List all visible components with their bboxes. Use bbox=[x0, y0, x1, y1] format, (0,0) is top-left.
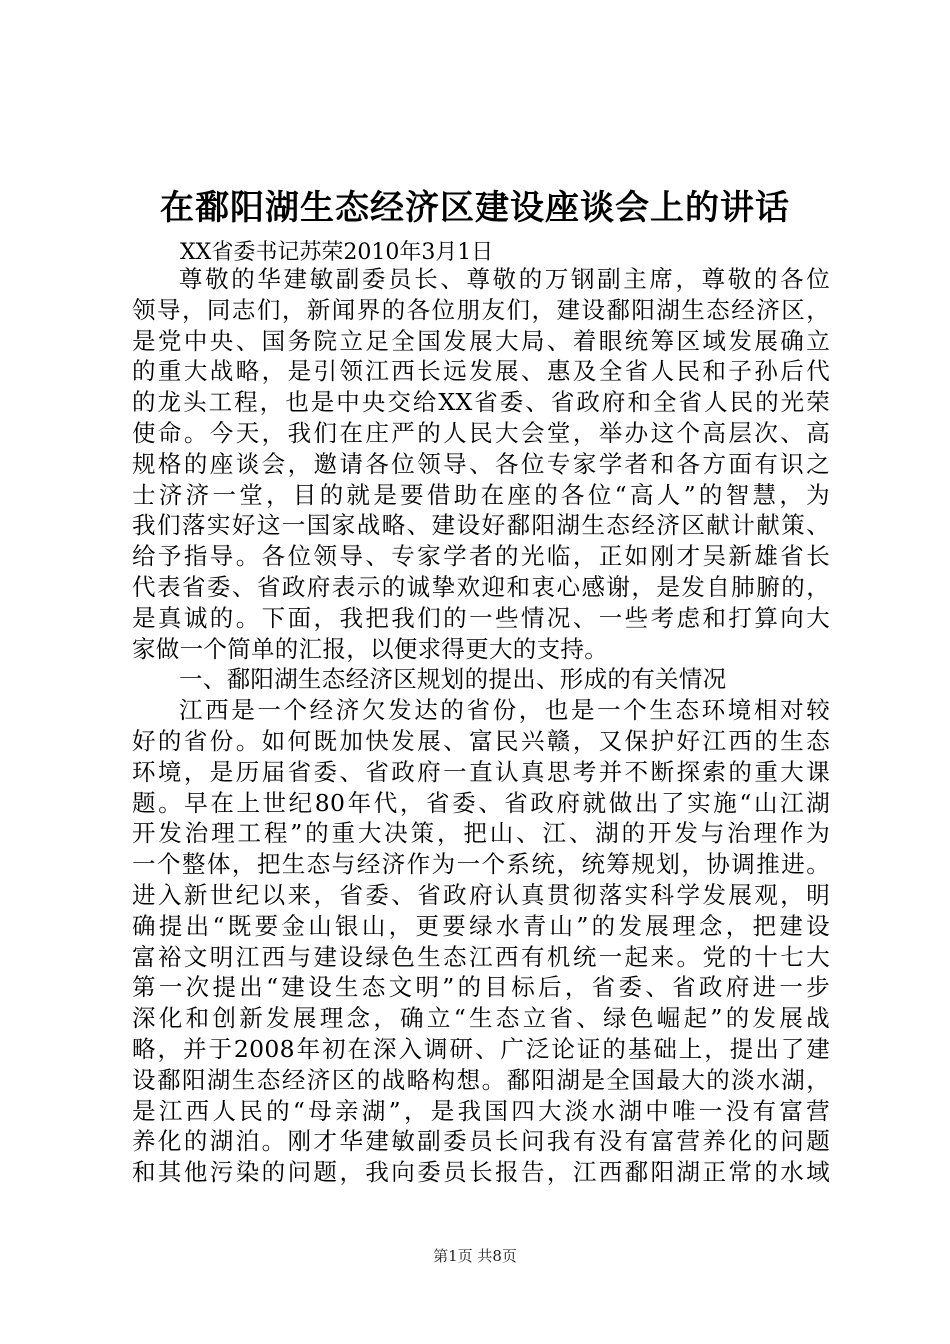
byline: XX省委书记苏荣2010年3月1日 bbox=[180, 240, 494, 265]
text-line: 和其他污染的问题，我向委员长报告，江西鄱阳湖正常的水域 bbox=[132, 1158, 830, 1187]
text-line: 家做一个简单的汇报，以便求得更大的支持。 bbox=[132, 634, 608, 663]
text-line: 略，并于2008年初在深入调研、广泛论证的基础上，提出了建 bbox=[132, 1034, 830, 1063]
text-line: 富裕文明江西与建设绿色生态江西有机统一起来。党的十七大 bbox=[132, 942, 830, 971]
text-line: 养化的湖泊。刚才华建敏副委员长问我有没有富营养化的问题 bbox=[132, 1127, 830, 1156]
text-line: 深化和创新发展理念，确立“生态立省、绿色崛起”的发展战 bbox=[132, 1004, 830, 1033]
text-line: 代表省委、省政府表示的诚挚欢迎和衷心感谢，是发自肺腑的， bbox=[132, 572, 830, 601]
text-line: 第一次提出“建设生态文明”的目标后，省委、省政府进一步 bbox=[132, 973, 830, 1002]
page-footer: 第1页 共8页 bbox=[433, 1247, 517, 1265]
text-line: 是真诚的。下面，我把我们的一些情况、一些考虑和打算向大 bbox=[132, 603, 830, 632]
text-line: 是党中央、国务院立足全国发展大局、着眼统筹区域发展确立 bbox=[132, 326, 830, 355]
text-line: 确提出“既要金山银山，更要绿水青山”的发展理念，把建设 bbox=[132, 911, 830, 940]
text-line: 一、鄱阳湖生态经济区规划的提出、形成的有关情况 bbox=[179, 665, 727, 694]
text-line: 江西是一个经济欠发达的省份，也是一个生态环境相对较 bbox=[179, 696, 830, 725]
text-line: 士济济一堂，目的就是要借助在座的各位“高人”的智慧，为 bbox=[132, 480, 830, 509]
text-line: 规格的座谈会，邀请各位领导、各位专家学者和各方面有识之 bbox=[132, 449, 830, 478]
paragraph bbox=[132, 695, 830, 1188]
text-line: 我们落实好这一国家战略、建设好鄱阳湖生态经济区献计献策、 bbox=[132, 511, 830, 540]
text-line: 好的省份。如何既加快发展、富民兴赣，又保护好江西的生态 bbox=[132, 726, 830, 755]
section-heading bbox=[132, 664, 830, 695]
text-line: 环境，是历届省委、省政府一直认真思考并不断探索的重大课 bbox=[132, 757, 830, 786]
text-line: 尊敬的华建敏副委员长、尊敬的万钢副主席，尊敬的各位 bbox=[179, 265, 830, 293]
paragraph bbox=[132, 264, 830, 664]
text-line: 的重大战略，是引领江西长远发展、惠及全省人民和子孙后代 bbox=[132, 357, 830, 386]
text-line: 领导，同志们，新闻界的各位朋友们，建设鄱阳湖生态经济区， bbox=[132, 295, 830, 324]
text-line: 是江西人民的“母亲湖”，是我国四大淡水湖中唯一没有富营 bbox=[132, 1096, 830, 1125]
document-body bbox=[132, 264, 830, 1188]
text-line: 给予指导。各位领导、专家学者的光临，正如刚才吴新雄省长 bbox=[132, 542, 830, 571]
text-line: 题。早在上世纪80年代，省委、省政府就做出了实施“山江湖 bbox=[132, 788, 830, 817]
page-title: 在鄱阳湖生态经济区建设座谈会上的讲话 bbox=[160, 188, 790, 228]
text-line: 进入新世纪以来，省委、省政府认真贯彻落实科学发展观，明 bbox=[132, 880, 830, 909]
text-line: 的龙头工程，也是中央交给XX省委、省政府和全省人民的光荣 bbox=[132, 388, 830, 417]
text-line: 使命。今天，我们在庄严的人民大会堂，举办这个高层次、高 bbox=[132, 418, 830, 447]
text-line: 开发治理工程”的重大决策，把山、江、湖的开发与治理作为 bbox=[132, 819, 830, 848]
text-line: 设鄱阳湖生态经济区的战略构想。鄱阳湖是全国最大的淡水湖， bbox=[132, 1065, 830, 1094]
text-line: 一个整体，把生态与经济作为一个系统，统筹规划，协调推进。 bbox=[132, 850, 830, 879]
